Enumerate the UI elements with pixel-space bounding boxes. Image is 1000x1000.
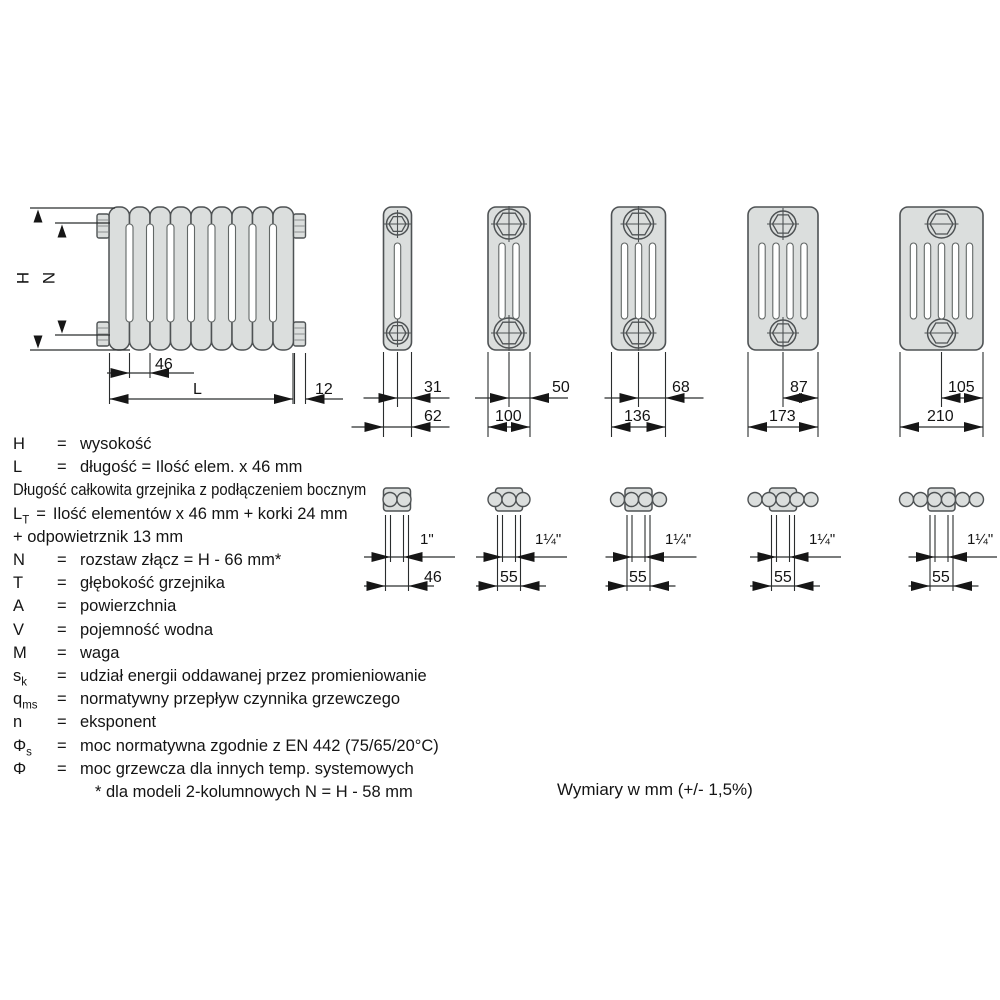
- legend-text: długość = Ilość elem. x 46 mm: [80, 458, 303, 477]
- column-tube-circle: [611, 493, 625, 507]
- legend-row: [13, 573, 225, 594]
- column-tube-circle: [956, 493, 970, 507]
- arrowhead-right: [608, 581, 627, 591]
- legend-symbol: n: [13, 713, 23, 732]
- column-tube-circle: [639, 493, 653, 507]
- profile-slot: [759, 243, 765, 319]
- arrowhead-right: [916, 552, 935, 562]
- legend-equals: =: [57, 759, 67, 778]
- legend-text: eksponent: [80, 713, 157, 732]
- profile-slot: [787, 243, 793, 319]
- legend-symbol: N: [13, 551, 25, 569]
- profile-slot: [635, 243, 641, 319]
- profile-slot: [910, 243, 916, 319]
- legend-symbol-cell: [13, 596, 57, 617]
- pitch-label: 46: [424, 569, 442, 586]
- profile-slot: [924, 243, 930, 319]
- column-tube-circle: [625, 493, 639, 507]
- profile-slot: [513, 243, 519, 319]
- arrowhead-right: [799, 422, 818, 432]
- profile-half-depth-label: 31: [424, 379, 442, 396]
- nipple-spacing-dim-label: N: [39, 271, 58, 285]
- arrowhead-left: [790, 552, 809, 562]
- legend-text: normatywny przepływ czynnika grzewczego: [80, 690, 401, 709]
- arrowhead-right: [484, 552, 503, 562]
- legend-equals: =: [57, 620, 67, 639]
- column-tube-circle: [762, 493, 776, 507]
- legend-symbol: T: [13, 574, 24, 593]
- arrowhead-left: [530, 393, 549, 403]
- legend-equals: =: [57, 736, 67, 755]
- column-tube-circle: [928, 493, 942, 507]
- arrowhead-right: [911, 581, 930, 591]
- legend-symbol-cell: [13, 759, 57, 780]
- legend-text: udział energii oddawanej przez promieniowanie: [80, 667, 427, 685]
- legend-row: [13, 712, 156, 733]
- arrowhead-left: [900, 422, 919, 432]
- legend-equals: =: [57, 713, 67, 732]
- legend-symbol-subscript: s: [26, 745, 32, 758]
- legend-text: * dla modeli 2-kolumnowych N = H - 58 mm: [95, 783, 413, 801]
- length-dim-label: L: [193, 381, 202, 398]
- pitch-label: 55: [774, 569, 792, 586]
- profile-slot: [621, 243, 627, 319]
- legend-row: [13, 457, 302, 478]
- profile-half-depth-label: 105: [948, 379, 975, 396]
- legend-equals: =: [57, 458, 67, 477]
- legend-text: waga: [80, 643, 120, 662]
- legend-row: [13, 527, 183, 548]
- profile-half-depth-label: 50: [552, 379, 570, 396]
- profile-slot: [952, 243, 958, 319]
- legend-text: wysokość: [80, 435, 152, 453]
- end-extension-dim-label: 12: [315, 381, 333, 398]
- height-dim-label: H: [13, 271, 32, 285]
- legend-symbol: q: [13, 690, 23, 709]
- pipe-size-label: 1¼": [535, 531, 562, 548]
- column-tube-circle: [804, 493, 818, 507]
- legend-symbol: V: [13, 620, 25, 639]
- legend-text: + odpowietrznik 13 mm: [13, 527, 184, 546]
- legend-row: [13, 596, 176, 617]
- pitch-label: 55: [500, 569, 518, 586]
- column-tube-circle: [748, 493, 762, 507]
- profile-slot: [773, 243, 779, 319]
- column-tube-circle: [790, 493, 804, 507]
- arrowhead-left: [953, 581, 972, 591]
- legend-text: głębokość grzejnika: [80, 574, 225, 593]
- legend-symbol-cell: [13, 573, 57, 594]
- legend-equals: =: [57, 690, 67, 709]
- legend-symbol: L: [13, 458, 23, 477]
- legend-symbol: M: [13, 643, 27, 662]
- legend-symbol: H: [13, 435, 25, 453]
- pipe-size-label: 1": [420, 531, 434, 548]
- column-tube-circle: [900, 493, 914, 507]
- profile-slot: [938, 243, 944, 319]
- pipe-size-label: 1¼": [809, 531, 836, 548]
- profile-slot: [801, 243, 807, 319]
- legend-equals: =: [57, 435, 67, 453]
- legend-equals: =: [57, 574, 67, 593]
- legend-row: [13, 759, 414, 780]
- legend-text: powierzchnia: [80, 597, 177, 616]
- legend-symbol-subscript: T: [22, 513, 30, 526]
- column-tube-circle: [914, 493, 928, 507]
- legend-row: [13, 434, 152, 455]
- legend-symbol-cell: [13, 457, 57, 478]
- legend-symbol-subscript: k: [21, 676, 27, 689]
- arrowhead-left: [748, 422, 767, 432]
- column-tube-circle: [502, 493, 516, 507]
- column-tube-circle: [776, 493, 790, 507]
- legend-text: Długość całkowita grzejnika z podłączeniem bocznym: [13, 481, 367, 500]
- profile-full-depth-label: 62: [424, 408, 442, 425]
- legend-equals: =: [57, 643, 67, 662]
- legend-symbol: A: [13, 597, 25, 616]
- arrowhead-right: [964, 422, 983, 432]
- arrowhead-right: [490, 393, 509, 403]
- legend-equals: =: [36, 504, 46, 523]
- legend-symbol: Φ: [13, 759, 27, 778]
- legend-equals: =: [57, 551, 67, 569]
- profile-full-depth-label: 210: [927, 408, 954, 425]
- dimensions-footnote: Wymiary w mm (+/- 1,5%): [557, 780, 753, 799]
- legend-symbol-cell: [13, 434, 57, 455]
- profile-half-depth-label: 87: [790, 379, 808, 396]
- arrowhead-right: [753, 581, 772, 591]
- arrowhead-left: [516, 552, 535, 562]
- profile-full-depth-label: 100: [495, 408, 522, 425]
- pipe-size-label: 1¼": [967, 531, 994, 548]
- column-tube-circle: [653, 493, 667, 507]
- arrowhead-left: [650, 581, 669, 591]
- legend-row: [13, 480, 366, 501]
- profile-slot: [499, 243, 505, 319]
- legend-symbol: L: [13, 504, 23, 523]
- profile-slot: [966, 243, 972, 319]
- arrowhead-right: [620, 393, 639, 403]
- legend-symbol: s: [13, 667, 22, 685]
- column-tube-circle: [516, 493, 530, 507]
- legend-symbol-cell: [13, 620, 57, 641]
- arrowhead-left: [521, 581, 540, 591]
- profile-full-depth-label: 173: [769, 408, 796, 425]
- arrowhead-right: [758, 552, 777, 562]
- legend-text: pojemność wodna: [80, 620, 213, 639]
- pitch-label: 55: [932, 569, 950, 586]
- profile-slot: [649, 243, 655, 319]
- legend-symbol-cell: [13, 643, 57, 664]
- legend-text: rozstaw złącz = H - 66 mm*: [80, 551, 282, 569]
- pitch-label: 55: [629, 569, 647, 586]
- legend-row: [13, 620, 213, 641]
- legend-row: [13, 550, 281, 571]
- symbol-legend: [13, 0, 483, 1000]
- arrowhead-left: [948, 552, 967, 562]
- arrowhead-left: [645, 552, 664, 562]
- legend-symbol-cell: [13, 550, 57, 571]
- legend-text: moc normatywna zgodnie z EN 442 (75/65/20°C): [80, 736, 439, 755]
- profile-full-depth-label: 136: [624, 408, 651, 425]
- arrowhead-right: [613, 552, 632, 562]
- pipe-size-label: 1¼": [665, 531, 692, 548]
- legend-symbol: Φ: [13, 736, 27, 755]
- column-tube-circle: [970, 493, 984, 507]
- element-pitch-dim-label: 46: [155, 356, 173, 373]
- legend-text: Ilość elementów x 46 mm + korki 24 mm: [52, 504, 348, 523]
- arrowhead-left: [795, 581, 814, 591]
- legend-row: [13, 643, 119, 664]
- legend-equals: =: [57, 667, 67, 685]
- column-tube-circle: [942, 493, 956, 507]
- legend-text: moc grzewcza dla innych temp. systemowych: [80, 759, 414, 778]
- profile-half-depth-label: 68: [672, 379, 690, 396]
- column-tube-circle: [488, 493, 502, 507]
- legend-symbol-cell: [13, 712, 57, 733]
- legend-symbol-subscript: ms: [22, 699, 38, 712]
- legend-row: [13, 782, 413, 803]
- legend-equals: =: [57, 597, 67, 616]
